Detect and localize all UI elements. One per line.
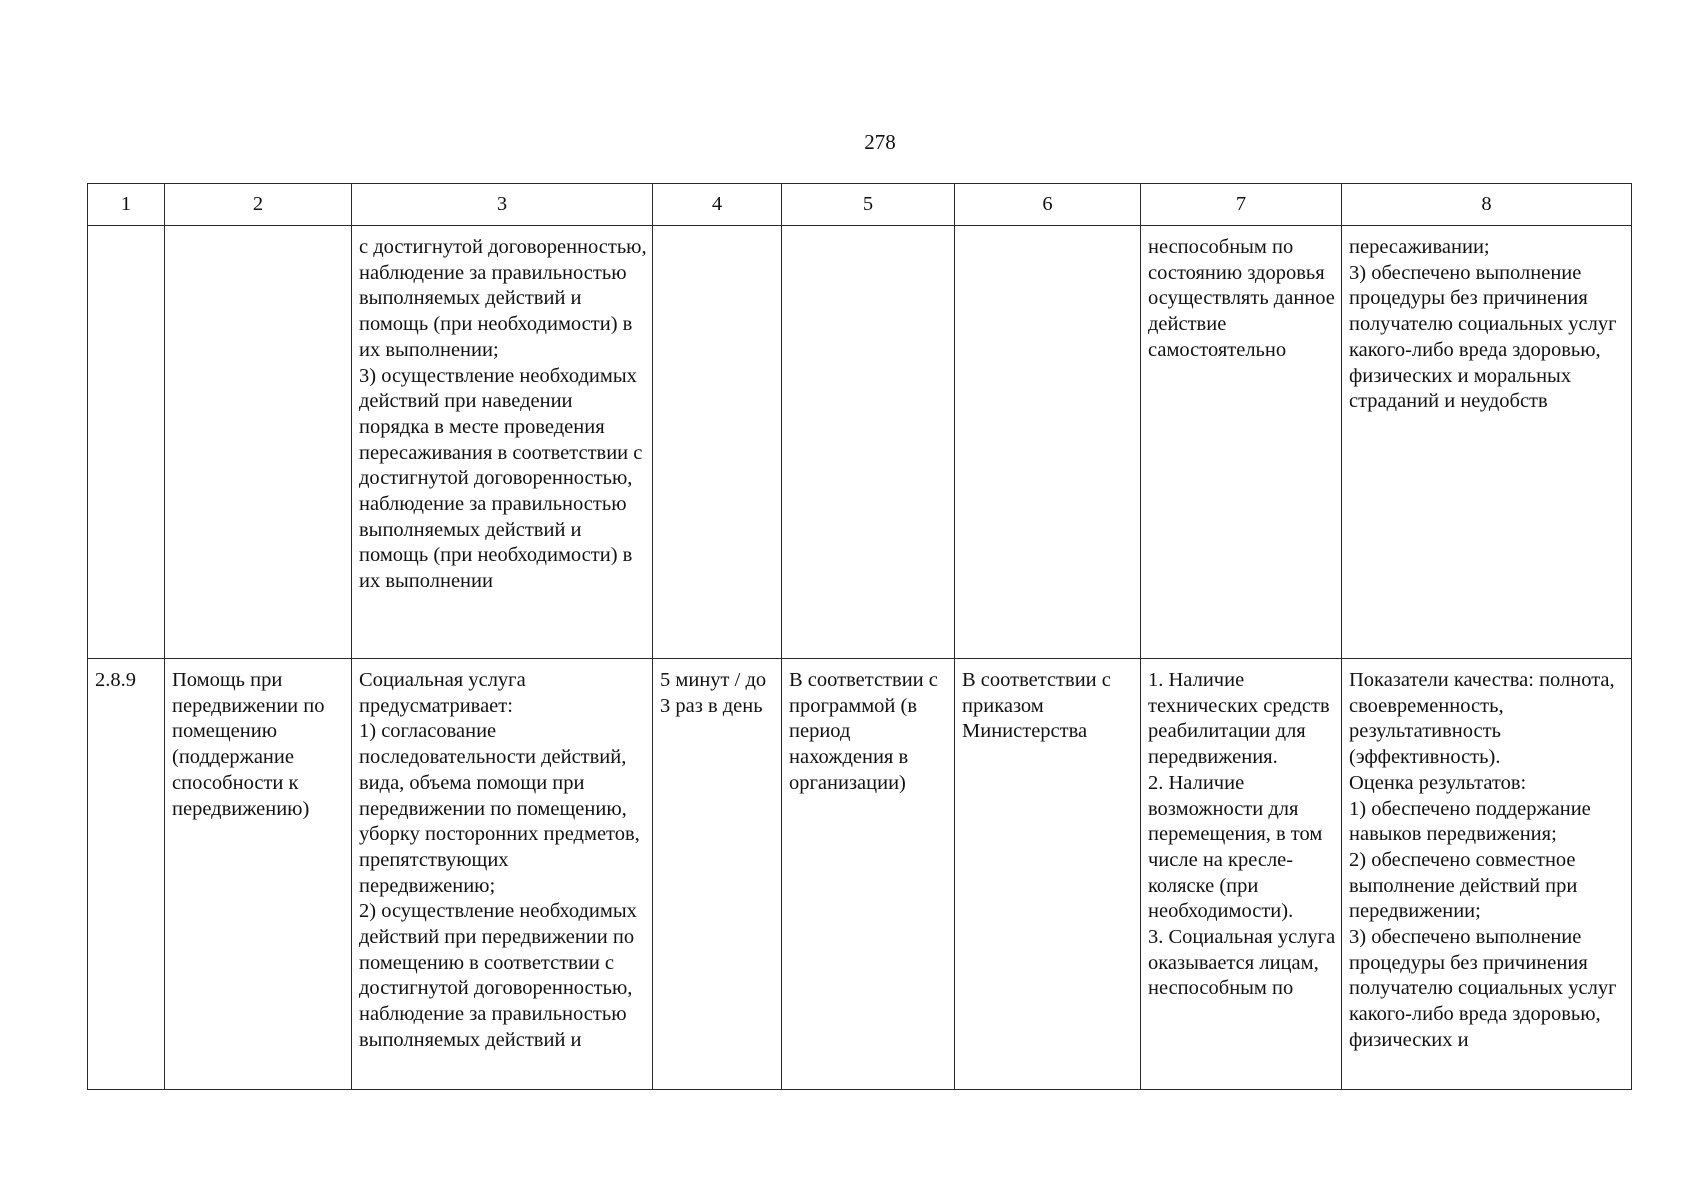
column-header: 8 [1342, 184, 1632, 226]
column-header: 2 [165, 184, 352, 226]
cell-number: 2.8.9 [88, 659, 165, 1090]
column-header: 1 [88, 184, 165, 226]
table-header-row [88, 184, 1632, 226]
cell-service-name [165, 226, 352, 659]
page-number: 278 [864, 130, 896, 154]
table-row [88, 226, 1632, 659]
cell-number [88, 226, 165, 659]
column-header: 3 [352, 184, 653, 226]
column-header: 6 [955, 184, 1141, 226]
column-header: 4 [653, 184, 782, 226]
cell-quality: Показатели качества: полнота, своевременность, результативность (эффективность). Оценка результатов: 1) обеспечено поддержание навыков передвижения; 2) обеспечено совместное выполнение действий при передвижении; 3) обеспечено выполнение процедуры без причинения получателю социальных услуг какого-либо вреда здоровью, физических и [1342, 659, 1632, 1090]
column-header: 7 [1141, 184, 1342, 226]
column-header: 5 [782, 184, 955, 226]
cell-service-name: Помощь при передвижении по помещению (поддержание способности к передвижению) [165, 659, 352, 1090]
table-row [88, 659, 1632, 1090]
cell-duration [653, 226, 782, 659]
cell-conditions: неспособным по состоянию здоровья осуществлять данное действие самостоятельно [1141, 226, 1342, 659]
cell-conditions: 1. Наличие технических средств реабилитации для передвижения. 2. Наличие возможности для перемещения, в том числе на кресле-коляске (при необходимости). 3. Социальная услуга оказывается лицам, неспособным по [1141, 659, 1342, 1090]
cell-schedule: В соответствии с программой (в период нахождения в организации) [782, 659, 955, 1090]
cell-description: с достигнутой договоренностью, наблюдение за правильностью выполняемых действий и помощь (при необходимости) в их выполнении; 3) осуществление необходимых действий при наведении порядка в месте проведения пересаживания в соответствии с достигнутой договоренностью, наблюдение за правильностью выполняемых действий и помощь (при необходимости) в их выполнении [352, 226, 653, 659]
cell-duration: 5 минут / до 3 раз в день [653, 659, 782, 1090]
cell-schedule [782, 226, 955, 659]
cell-basis: В соответствии с приказом Министерства [955, 659, 1141, 1090]
services-table [87, 183, 1632, 1090]
cell-description: Социальная услуга предусматривает: 1) согласование последовательности действий, вида, объема помощи при передвижении по помещению, уборку посторонних предметов, препятствующих передвижению; 2) осуществление необходимых действий при передвижении по помещению в соответствии с достигнутой договоренностью, наблюдение за правильностью выполняемых действий и [352, 659, 653, 1090]
cell-quality: пересаживании; 3) обеспечено выполнение процедуры без причинения получателю социальных услуг какого-либо вреда здоровью, физических и моральных страданий и неудобств [1342, 226, 1632, 659]
cell-basis [955, 226, 1141, 659]
